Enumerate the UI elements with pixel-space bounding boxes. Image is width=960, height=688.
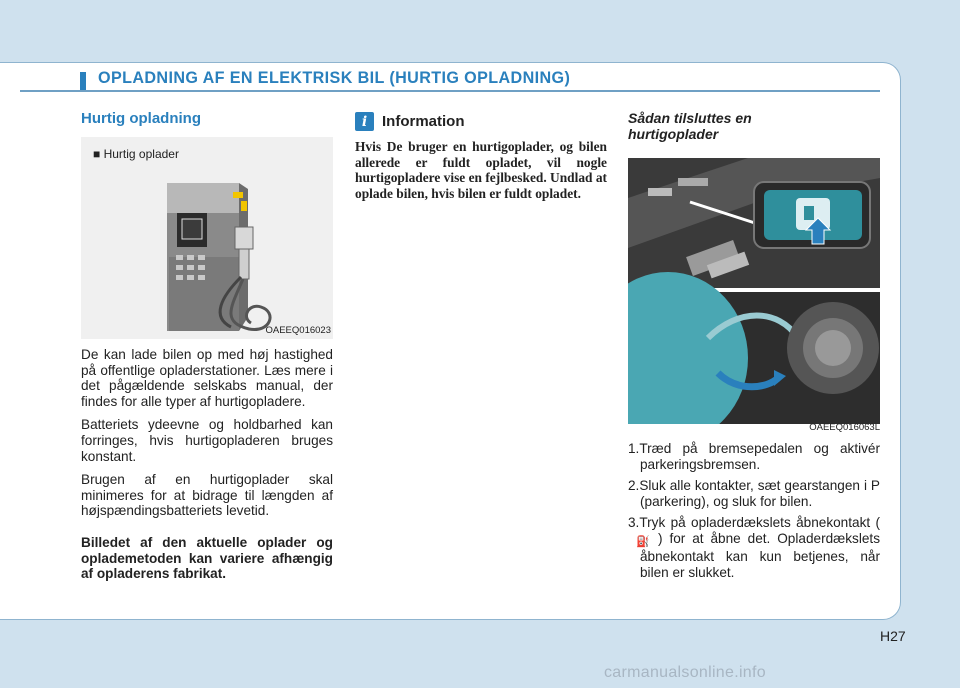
paragraph: De kan lade bilen op med høj hastighed på offentlige opladerstationer. Læs mere i det pågældende selskabs manual, der findes for alle typer af hurtigopladere. <box>81 347 333 409</box>
step-item: 1.Træd på bremsepedalen og aktivér parkeringsbremsen. <box>628 441 880 472</box>
column-information <box>355 112 607 201</box>
section-title: Hurtig opladning <box>81 110 201 127</box>
step-item: 2.Sluk alle kontakter, sæt gearstangen i P (parkering), og sluk for bilen. <box>628 478 880 509</box>
fast-charger-figure <box>81 137 333 339</box>
info-text: Hvis De bruger en hurtigoplader, og bilen allerede er fuldt opladet, vil nogle hurtigopladere vise en fejlbesked. Undlad at oplade bilen, hvis bilen er fuldt opladet. <box>355 139 607 201</box>
steps-list <box>628 441 880 580</box>
figure-caption: ■ Hurtig oplader <box>93 147 179 161</box>
column-how-to-connect <box>628 110 880 586</box>
charge-door-switch-icon: ⛽ <box>636 535 650 548</box>
page-number: H27 <box>880 628 906 644</box>
step3-text-b: ) for at åbne det. Opladerdækslets åbnekontakt kan kun betjenes, når bilen er slukket. <box>640 530 880 580</box>
info-header <box>355 112 607 131</box>
step3-text-a: 3.Tryk på opladerdækslets åbnekontakt ( <box>628 515 880 531</box>
figure-code: OAEEQ016023 <box>265 325 331 336</box>
howto-title: Sådan tilsluttes en hurtigoplader <box>628 110 752 142</box>
figure-code: OAEEQ016063L <box>809 422 880 433</box>
page-title: OPLADNING AF EN ELEKTRISK BIL (HURTIG OPLADNING) <box>98 68 571 87</box>
paragraph: Brugen af en hurtigoplader skal minimeres for at bidrage til længden af højspændingsbatteriets levetid. <box>81 472 333 519</box>
note-paragraph: Billedet af den aktuelle oplader og oplademetoden kan variere afhængig af opladerens fabrikat. <box>81 534 333 582</box>
step-item <box>628 515 880 580</box>
information-icon: i <box>355 112 374 131</box>
fast-charger-illustration <box>81 137 333 339</box>
paragraph: Batteriets ydeevne og holdbarhed kan forringes, hvis hurtigopladeren bruges konstant. <box>81 417 333 464</box>
header-rule <box>20 90 880 92</box>
header-accent-bar <box>80 72 86 90</box>
charge-port-figure <box>628 158 880 424</box>
watermark: carmanualsonline.info <box>604 664 766 681</box>
column-fast-charging <box>81 110 333 582</box>
info-title: Information <box>382 113 465 130</box>
